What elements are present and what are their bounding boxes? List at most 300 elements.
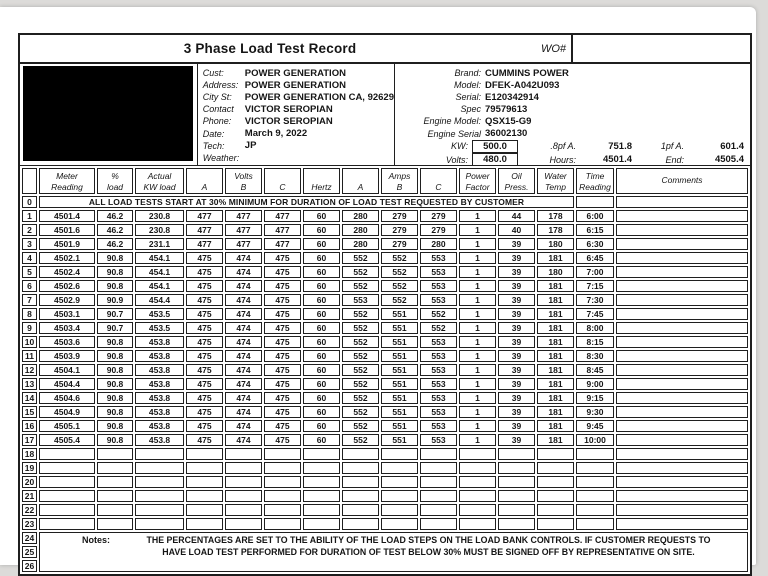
- column-header: [616, 168, 748, 194]
- data-cell: [420, 504, 457, 516]
- data-cell: 39: [498, 420, 535, 432]
- time-cell: 9:00: [576, 378, 614, 390]
- data-cell: [303, 518, 340, 530]
- unit-field-row: [395, 127, 750, 139]
- row-number-cell: 3: [22, 238, 37, 250]
- data-cell: 552: [420, 322, 457, 334]
- data-cell: [537, 504, 574, 516]
- data-cell: [264, 504, 301, 516]
- data-cell: [498, 518, 535, 530]
- data-cell: 552: [342, 364, 379, 376]
- data-cell: [264, 476, 301, 488]
- data-cell: 280: [342, 224, 379, 236]
- data-cell: 39: [498, 364, 535, 376]
- customer-field-row: [203, 79, 394, 91]
- column-header-line: Meter: [56, 171, 78, 181]
- data-cell: [225, 504, 262, 516]
- data-cell: 552: [342, 392, 379, 404]
- notes-label: Notes:: [82, 535, 111, 545]
- table-row: [22, 294, 748, 306]
- rating-value: 4505.4: [714, 154, 744, 165]
- data-cell: 551: [381, 322, 418, 334]
- data-cell: 39: [498, 434, 535, 446]
- comments-cell: [616, 518, 748, 530]
- table-row: [22, 238, 748, 250]
- data-cell: [39, 518, 95, 530]
- data-cell: 475: [186, 280, 223, 292]
- data-cell: 454.1: [135, 280, 184, 292]
- row-number-cell: 1: [22, 210, 37, 222]
- data-cell: [264, 490, 301, 502]
- row-number-cell: 15: [22, 406, 37, 418]
- row-number-cell: 12: [22, 364, 37, 376]
- data-cell: 181: [537, 294, 574, 306]
- data-cell: 4505.4: [39, 434, 95, 446]
- data-cell: 553: [420, 280, 457, 292]
- row-number-cell: 7: [22, 294, 37, 306]
- field-label: City St:: [202, 92, 232, 103]
- row-number-cell: 0: [22, 196, 37, 208]
- data-cell: 90.8: [97, 420, 133, 432]
- comments-cell: [616, 490, 748, 502]
- data-cell: 475: [264, 266, 301, 278]
- data-cell: 280: [420, 238, 457, 250]
- rating-value: 601.4: [720, 140, 744, 152]
- rating-boxed-value: 480.0: [472, 153, 518, 166]
- data-cell: 181: [537, 434, 574, 446]
- rating-label: Volts:: [445, 154, 468, 165]
- data-cell: 475: [186, 336, 223, 348]
- data-cell: [303, 490, 340, 502]
- data-cell: 60: [303, 238, 340, 250]
- field-value: 36002130: [485, 128, 528, 140]
- data-cell: 475: [186, 350, 223, 362]
- data-cell: 453.8: [135, 392, 184, 404]
- data-cell: 551: [381, 350, 418, 362]
- data-cell: 90.8: [97, 378, 133, 390]
- data-cell: 552: [342, 434, 379, 446]
- data-cell: 475: [264, 406, 301, 418]
- table-row-empty: [22, 490, 748, 502]
- data-cell: 477: [186, 224, 223, 236]
- data-cell: 90.8: [97, 350, 133, 362]
- table-header-row: [22, 168, 748, 194]
- comments-cell: [616, 322, 748, 334]
- data-cell: [459, 476, 496, 488]
- data-cell: 475: [264, 378, 301, 390]
- data-cell: [225, 476, 262, 488]
- data-cell: 477: [225, 210, 262, 222]
- column-header-line: Reading: [51, 181, 83, 192]
- data-cell: 1: [459, 294, 496, 306]
- data-cell: 553: [420, 350, 457, 362]
- data-cell: 4501.4: [39, 210, 95, 222]
- column-header-line: [23, 171, 36, 182]
- data-cell: 178: [537, 210, 574, 222]
- data-cell: 475: [264, 322, 301, 334]
- data-cell: [186, 490, 223, 502]
- row-number-cell: 13: [22, 378, 37, 390]
- field-label: Phone:: [202, 116, 232, 127]
- table-row: [22, 350, 748, 362]
- column-header: [459, 168, 496, 194]
- data-cell: 553: [420, 420, 457, 432]
- data-cell: [381, 518, 418, 530]
- data-cell: [303, 462, 340, 474]
- column-header-line: Comments: [661, 175, 703, 186]
- data-cell: 46.2: [97, 238, 133, 250]
- data-cell: 551: [381, 378, 418, 390]
- data-cell: 553: [420, 392, 457, 404]
- data-cell: 90.8: [97, 336, 133, 348]
- comments-cell: [616, 350, 748, 362]
- data-cell: 90.8: [97, 364, 133, 376]
- data-cell: 474: [225, 336, 262, 348]
- data-cell: 475: [186, 308, 223, 320]
- data-cell: 1: [459, 266, 496, 278]
- data-cell: [186, 504, 223, 516]
- data-cell: 552: [342, 406, 379, 418]
- data-cell: 553: [420, 364, 457, 376]
- data-cell: 1: [459, 224, 496, 236]
- time-cell: 8:45: [576, 364, 614, 376]
- data-cell: 475: [186, 252, 223, 264]
- customer-field-row: [203, 91, 394, 103]
- row-number-cell: 4: [22, 252, 37, 264]
- data-cell: 552: [342, 322, 379, 334]
- row-number-cell: 10: [22, 336, 37, 348]
- data-cell: 279: [381, 224, 418, 236]
- comments-cell: [616, 294, 748, 306]
- data-cell: [381, 476, 418, 488]
- data-cell: 453.5: [135, 322, 184, 334]
- data-cell: 44: [498, 210, 535, 222]
- column-header-line: [265, 171, 300, 182]
- data-cell: 39: [498, 378, 535, 390]
- table-row: [22, 308, 748, 320]
- data-cell: 279: [381, 210, 418, 222]
- notes-merged-cell: [39, 532, 748, 572]
- data-cell: 60: [303, 350, 340, 362]
- data-cell: 475: [264, 350, 301, 362]
- data-cell: [225, 518, 262, 530]
- load-test-form: [18, 33, 752, 576]
- column-header: [342, 168, 379, 194]
- data-cell: 90.7: [97, 322, 133, 334]
- field-label: Serial:: [455, 92, 481, 103]
- field-label: Cust:: [202, 68, 224, 79]
- customer-field-row: [203, 103, 394, 115]
- data-cell: 453.8: [135, 364, 184, 376]
- column-header-line: Time: [585, 171, 605, 181]
- table-row: [22, 224, 748, 236]
- data-cell: 551: [381, 392, 418, 404]
- data-cell: 475: [264, 252, 301, 264]
- data-cell: 39: [498, 350, 535, 362]
- data-cell: 1: [459, 336, 496, 348]
- data-cell: 475: [186, 434, 223, 446]
- data-cell: 474: [225, 364, 262, 376]
- rating-row: [395, 140, 750, 153]
- data-cell: [420, 518, 457, 530]
- column-header-line: Water: [544, 171, 567, 181]
- data-cell: 475: [264, 308, 301, 320]
- field-value: DFEK-A042U093: [485, 79, 560, 91]
- time-cell: 7:45: [576, 308, 614, 320]
- table-row-empty: [22, 504, 748, 516]
- data-cell: 474: [225, 350, 262, 362]
- data-cell: [97, 476, 133, 488]
- data-cell: 1: [459, 350, 496, 362]
- data-cell: 1: [459, 322, 496, 334]
- table-row: [22, 266, 748, 278]
- data-cell: 475: [186, 420, 223, 432]
- column-header-line: [343, 171, 378, 182]
- data-cell: 474: [225, 322, 262, 334]
- table-row: [22, 364, 748, 376]
- time-cell: 6:00: [576, 210, 614, 222]
- row-number-cell: 21: [22, 490, 37, 502]
- data-cell: 90.8: [97, 406, 133, 418]
- data-cell: 475: [264, 280, 301, 292]
- data-cell: 551: [381, 308, 418, 320]
- column-header-line: Oil: [511, 171, 522, 181]
- data-cell: [39, 476, 95, 488]
- column-header-line: Press.: [504, 181, 529, 192]
- data-cell: 477: [225, 238, 262, 250]
- data-cell: 475: [264, 434, 301, 446]
- data-cell: 60: [303, 308, 340, 320]
- load-test-table: [20, 166, 750, 574]
- data-cell: 181: [537, 336, 574, 348]
- data-cell: [498, 490, 535, 502]
- field-value: POWER GENERATION CA, 92629: [244, 91, 394, 103]
- column-header: [381, 168, 418, 194]
- column-header-line: load: [106, 181, 124, 192]
- time-cell: [576, 476, 614, 488]
- data-cell: [225, 490, 262, 502]
- banner-row: [22, 196, 748, 208]
- table-row-empty: [22, 518, 748, 530]
- data-cell: 553: [420, 406, 457, 418]
- time-cell: [576, 196, 614, 208]
- rating-label: KW:: [451, 141, 468, 152]
- column-header: [22, 168, 37, 194]
- data-cell: 279: [420, 210, 457, 222]
- field-label: Address:: [202, 80, 239, 91]
- column-header: [303, 168, 340, 194]
- comments-cell: [616, 252, 748, 264]
- table-row: [22, 336, 748, 348]
- data-cell: 4503.4: [39, 322, 95, 334]
- data-cell: 60: [303, 364, 340, 376]
- data-cell: 475: [186, 322, 223, 334]
- data-cell: [537, 490, 574, 502]
- data-cell: 552: [342, 266, 379, 278]
- field-value: March 9, 2022: [244, 128, 308, 140]
- data-cell: 453.5: [135, 308, 184, 320]
- data-cell: 39: [498, 322, 535, 334]
- field-label: Brand:: [454, 68, 481, 79]
- data-cell: 60: [303, 266, 340, 278]
- time-cell: 8:30: [576, 350, 614, 362]
- data-cell: 4503.1: [39, 308, 95, 320]
- form-title: 3 Phase Load Test Record: [183, 41, 357, 56]
- field-label: Tech:: [202, 140, 225, 151]
- time-cell: 8:00: [576, 322, 614, 334]
- unit-field-row: [395, 79, 750, 91]
- data-cell: [264, 518, 301, 530]
- data-cell: [342, 448, 379, 460]
- comments-cell: [616, 420, 748, 432]
- column-header-line: Actual: [147, 171, 172, 181]
- data-cell: [135, 504, 184, 516]
- data-cell: 552: [381, 294, 418, 306]
- data-cell: [381, 504, 418, 516]
- comments-cell: [616, 308, 748, 320]
- comments-cell: [616, 392, 748, 404]
- data-cell: 475: [186, 392, 223, 404]
- data-cell: 475: [186, 364, 223, 376]
- time-cell: [576, 448, 614, 460]
- field-value: POWER GENERATION: [244, 79, 346, 91]
- data-cell: 1: [459, 238, 496, 250]
- data-cell: 279: [381, 238, 418, 250]
- data-cell: 90.8: [97, 266, 133, 278]
- customer-field-row: [203, 127, 394, 139]
- row-number-cell: 8: [22, 308, 37, 320]
- work-order-value-cell: [571, 35, 750, 62]
- data-cell: 280: [342, 238, 379, 250]
- table-row-empty: [22, 448, 748, 460]
- data-cell: [498, 462, 535, 474]
- data-cell: 4503.9: [39, 350, 95, 362]
- data-cell: 4504.1: [39, 364, 95, 376]
- column-header: [225, 168, 262, 194]
- comments-cell: [616, 378, 748, 390]
- data-cell: 552: [342, 350, 379, 362]
- data-cell: [459, 504, 496, 516]
- column-header-line: C: [279, 181, 286, 192]
- row-number-cell: 9: [22, 322, 37, 334]
- data-cell: 1: [459, 392, 496, 404]
- data-cell: 453.8: [135, 350, 184, 362]
- table-row-empty: [22, 462, 748, 474]
- data-cell: 181: [537, 364, 574, 376]
- data-cell: 60: [303, 420, 340, 432]
- notes-content: [40, 533, 747, 558]
- column-header-line: Power: [465, 171, 490, 181]
- data-cell: 477: [186, 238, 223, 250]
- table-row: [22, 280, 748, 292]
- comments-cell: [616, 462, 748, 474]
- time-cell: 6:30: [576, 238, 614, 250]
- rating-value: 751.8: [608, 140, 632, 152]
- data-cell: [135, 448, 184, 460]
- data-cell: 453.8: [135, 336, 184, 348]
- column-header: [498, 168, 535, 194]
- column-header-line: C: [435, 181, 442, 192]
- field-label: Spec: [460, 104, 481, 115]
- notes-text: [110, 535, 747, 558]
- data-cell: 552: [381, 252, 418, 264]
- data-cell: [498, 448, 535, 460]
- rating-boxed-value: 500.0: [472, 140, 518, 153]
- data-cell: 280: [342, 210, 379, 222]
- data-cell: 4504.9: [39, 406, 95, 418]
- column-header-line: [421, 171, 456, 182]
- data-cell: 60: [303, 336, 340, 348]
- rating-row: [395, 153, 750, 166]
- time-cell: 7:30: [576, 294, 614, 306]
- data-cell: 4504.4: [39, 378, 95, 390]
- data-cell: [135, 462, 184, 474]
- data-cell: [420, 476, 457, 488]
- data-cell: 1: [459, 308, 496, 320]
- time-cell: 9:30: [576, 406, 614, 418]
- data-cell: 477: [225, 224, 262, 236]
- field-label: Weather:: [202, 152, 240, 163]
- comments-cell: [616, 448, 748, 460]
- data-cell: 60: [303, 322, 340, 334]
- data-cell: 553: [420, 266, 457, 278]
- data-cell: [264, 462, 301, 474]
- data-cell: 551: [381, 336, 418, 348]
- field-label: Date:: [202, 128, 225, 139]
- data-cell: 4504.6: [39, 392, 95, 404]
- data-cell: 230.8: [135, 224, 184, 236]
- data-cell: 4502.6: [39, 280, 95, 292]
- data-cell: 1: [459, 434, 496, 446]
- column-header: [186, 168, 223, 194]
- data-cell: 181: [537, 280, 574, 292]
- data-cell: 1: [459, 280, 496, 292]
- data-cell: [381, 448, 418, 460]
- comments-cell: [616, 476, 748, 488]
- data-cell: 475: [264, 364, 301, 376]
- field-value: CUMMINS POWER: [485, 67, 569, 79]
- data-cell: 181: [537, 308, 574, 320]
- data-cell: [264, 448, 301, 460]
- comments-cell: [616, 406, 748, 418]
- time-cell: 8:15: [576, 336, 614, 348]
- data-cell: [459, 448, 496, 460]
- time-cell: [576, 490, 614, 502]
- data-cell: 90.8: [97, 434, 133, 446]
- data-cell: 90.8: [97, 392, 133, 404]
- data-cell: [135, 476, 184, 488]
- banner-cell: ALL LOAD TESTS START AT 30% MINIMUM FOR DURATION OF LOAD TEST REQUESTED BY CUSTOMER: [39, 196, 574, 208]
- column-header-line: Factor: [465, 181, 490, 192]
- unit-field-row: [395, 67, 750, 79]
- data-cell: [39, 448, 95, 460]
- comments-cell: [616, 364, 748, 376]
- time-cell: 6:45: [576, 252, 614, 264]
- time-cell: 7:15: [576, 280, 614, 292]
- data-cell: 279: [420, 224, 457, 236]
- data-cell: [186, 518, 223, 530]
- data-cell: 181: [537, 322, 574, 334]
- data-cell: 4502.1: [39, 252, 95, 264]
- notes-line: HAVE LOAD TEST PERFORMED FOR DURATION OF TEST BELOW 30% MUST BE SIGNED OFF BY REPRESENTATIVE ON SITE.: [162, 546, 695, 557]
- data-cell: 475: [264, 392, 301, 404]
- data-cell: 551: [381, 420, 418, 432]
- data-cell: 1: [459, 378, 496, 390]
- data-cell: 90.7: [97, 308, 133, 320]
- time-cell: [576, 462, 614, 474]
- field-label: Model:: [453, 80, 481, 91]
- column-header: [39, 168, 95, 194]
